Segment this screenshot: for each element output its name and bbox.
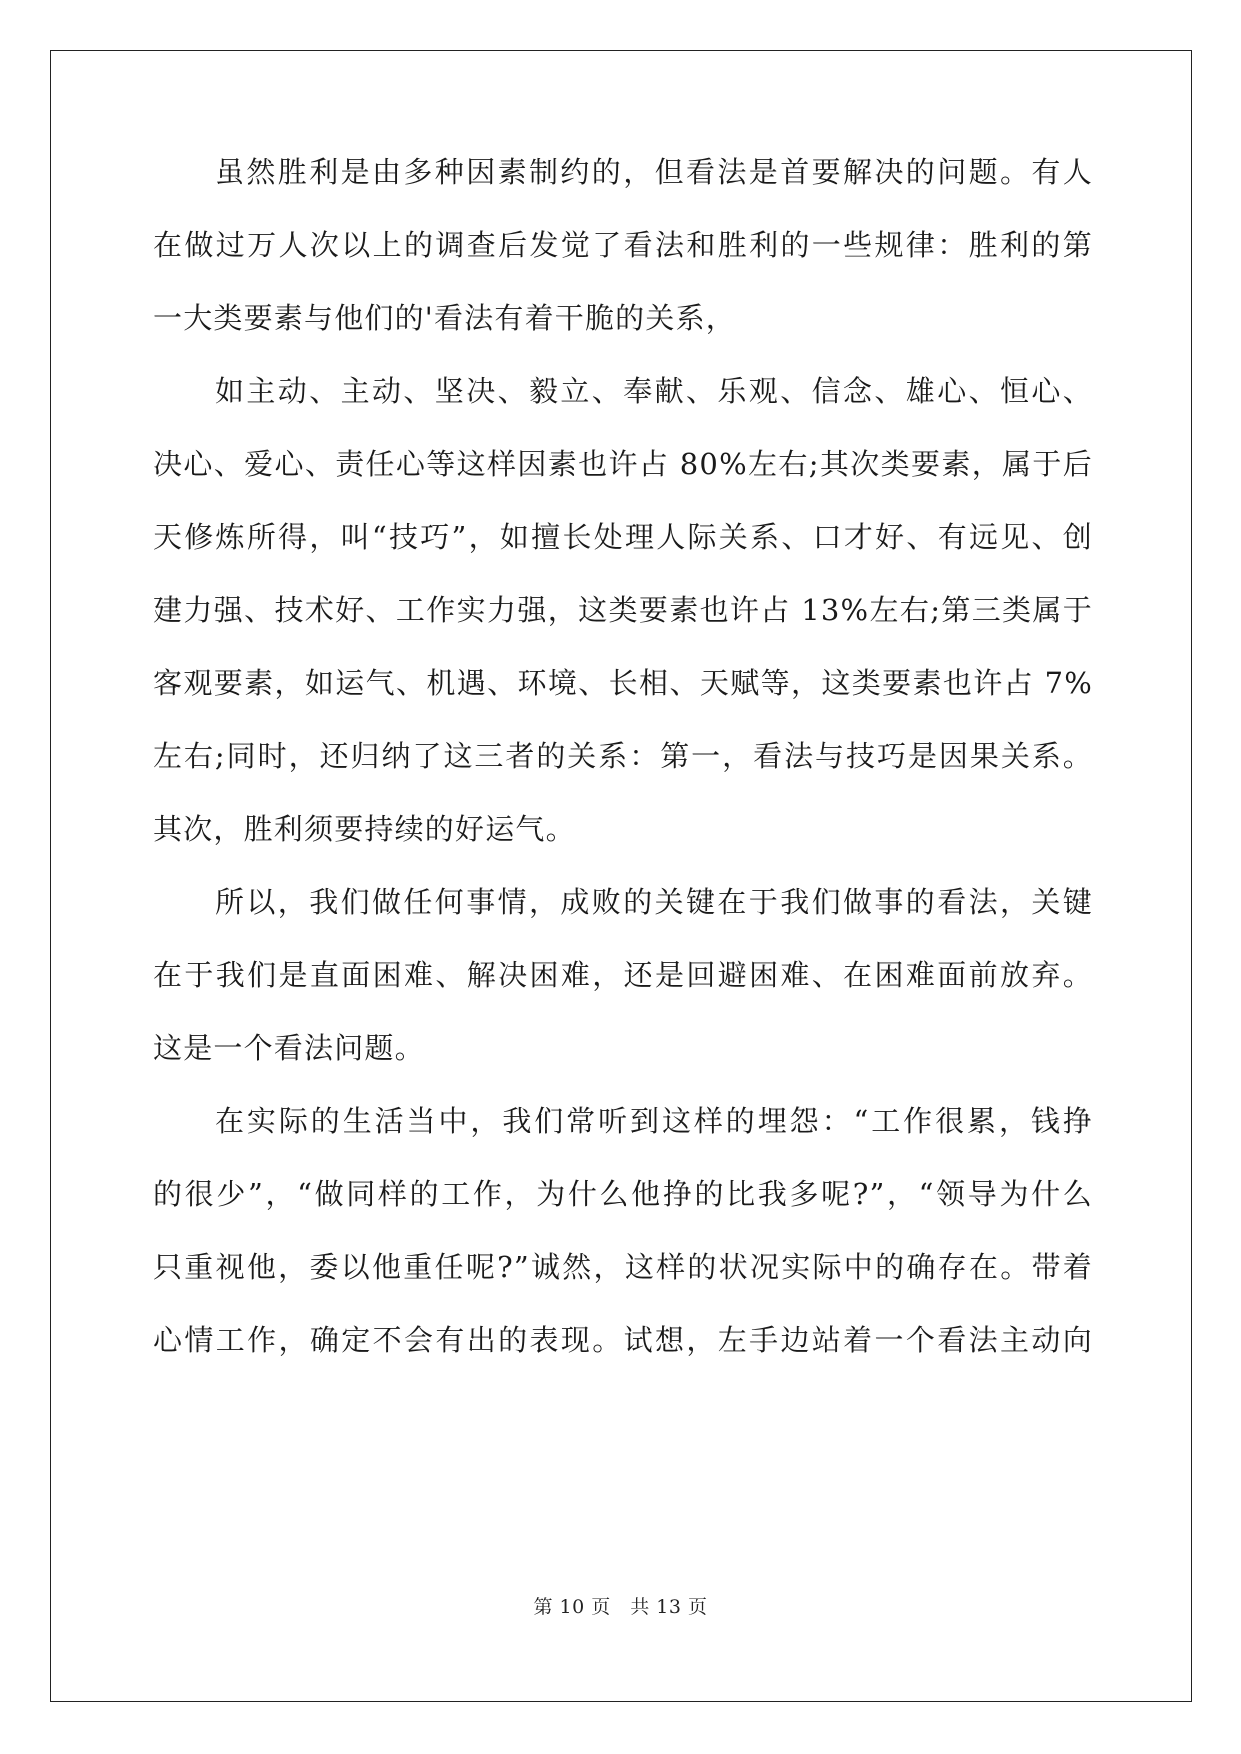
paragraph-1-line-2: 在做过万人次以上的调查后发觉了看法和胜利的一些规律：胜利的第 — [153, 228, 1093, 262]
paragraph-3-line-3: 这是一个看法问题。 — [153, 1031, 425, 1065]
paragraph-1-line-1: 虽然胜利是由多种因素制约的，但看法是首要解决的问题。有人 — [215, 155, 1093, 189]
paragraph-4-line-1: 在实际的生活当中，我们常听到这样的埋怨：“工作很累，钱挣 — [215, 1104, 1093, 1138]
paragraph-4-line-2: 的很少”，“做同样的工作，为什么他挣的比我多呢?”，“领导为什么 — [153, 1177, 1093, 1211]
page-number-footer: 第 10 页 共 13 页 — [533, 1596, 708, 1618]
paragraph-2-line-4: 建力强、技术好、工作实力强，这类要素也许占 13%左右;第三类属于 — [153, 593, 1093, 627]
paragraph-4-line-4: 心情工作，确定不会有出的表现。试想，左手边站着一个看法主动向 — [153, 1323, 1093, 1357]
paragraph-4-line-3: 只重视他，委以他重任呢?”诚然，这样的状况实际中的确存在。带着 — [153, 1250, 1093, 1284]
paragraph-3-line-2: 在于我们是直面困难、解决困难，还是回避困难、在困难面前放弃。 — [153, 958, 1093, 992]
paragraph-2-line-3: 天修炼所得，叫“技巧”，如擅长处理人际关系、口才好、有远见、创 — [153, 520, 1093, 554]
paragraph-2-line-7: 其次，胜利须要持续的好运气。 — [153, 812, 576, 846]
paragraph-2-line-2: 决心、爱心、责任心等这样因素也许占 80%左右;其次类要素，属于后 — [153, 447, 1093, 481]
paragraph-2-line-1: 如主动、主动、坚决、毅立、奉献、乐观、信念、雄心、恒心、 — [215, 374, 1093, 408]
paragraph-3-line-1: 所以，我们做任何事情，成败的关键在于我们做事的看法，关键 — [215, 885, 1093, 919]
paragraph-2-line-6: 左右;同时，还归纳了这三者的关系：第一，看法与技巧是因果关系。 — [153, 739, 1093, 773]
paragraph-2-line-5: 客观要素，如运气、机遇、环境、长相、天赋等，这类要素也许占 7% — [153, 666, 1093, 700]
paragraph-1-line-3: 一大类要素与他们的'看法有着干脆的关系， — [153, 301, 736, 335]
